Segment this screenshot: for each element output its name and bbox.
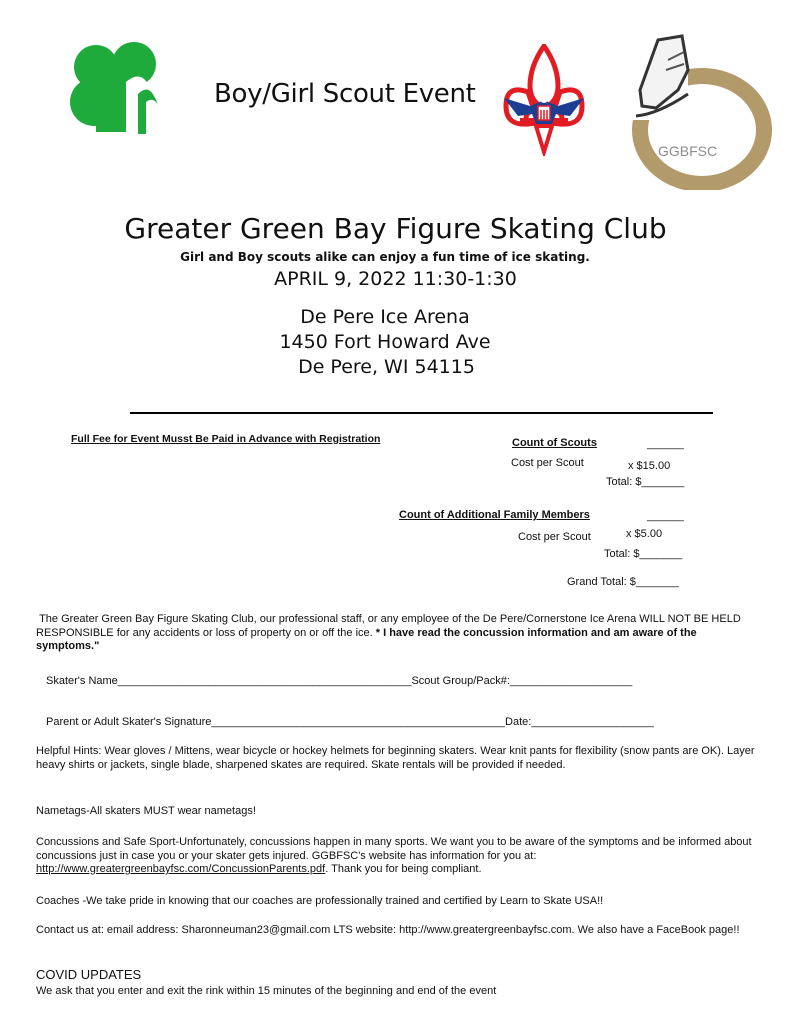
scout-count-label: Count of Scouts bbox=[512, 437, 597, 449]
family-count-label: Count of Additional Family Members bbox=[399, 509, 590, 521]
divider-line bbox=[130, 412, 713, 414]
concussion-link[interactable]: http://www.greatergreenbayfsc.com/ConcussionParents.pdf bbox=[36, 863, 326, 875]
family-count-field[interactable]: ______ bbox=[647, 510, 684, 522]
concussion-text: Concussions and Safe Sport-Unfortunately, concussions happen in many sports. We want you to be aware of the symptoms and be informed about concussions just in case you or your skater gets injured. GGBFSC's website has information for you at: bbox=[36, 836, 752, 862]
date-label: Date: bbox=[505, 716, 532, 728]
venue-city: De Pere, WI 54115 bbox=[298, 356, 475, 378]
concussion-thanks: . Thank you for being compliant. bbox=[325, 863, 482, 875]
contact-info: Contact us at: email address: Sharonneuman23@gmail.com LTS website: http://www.greatergreenbayfsc.com. We also have a FaceBook page!! bbox=[36, 924, 740, 936]
tagline: Girl and Boy scouts alike can enjoy a fun time of ice skating. bbox=[180, 250, 590, 264]
family-cost-label: Cost per Scout bbox=[518, 531, 591, 543]
nametags-note: Nametags-All skaters MUST wear nametags! bbox=[36, 805, 256, 817]
boy-scouts-logo bbox=[500, 44, 588, 156]
ggbfsc-skate-logo bbox=[618, 30, 778, 190]
covid-heading: COVID UPDATES bbox=[36, 967, 142, 982]
parent-signature-label: Parent or Adult Skater's Signature bbox=[46, 716, 212, 728]
grand-total-field[interactable]: Grand Total: $_______ bbox=[567, 576, 679, 588]
family-price: x $5.00 bbox=[626, 528, 663, 540]
parent-signature-row bbox=[46, 716, 654, 728]
scout-cost-label: Cost per Scout bbox=[511, 457, 584, 469]
girl-scouts-logo bbox=[66, 42, 176, 142]
scout-total-field[interactable]: Total: $_______ bbox=[606, 476, 685, 488]
covid-text: We ask that you enter and exit the rink within 15 minutes of the beginning and end of the event bbox=[36, 985, 497, 997]
fee-note: Full Fee for Event Musst Be Paid in Advance with Registration bbox=[71, 433, 381, 445]
date-field[interactable]: ____________________ bbox=[531, 716, 654, 728]
venue-street: 1450 Fort Howard Ave bbox=[279, 331, 491, 353]
scout-price: x $15.00 bbox=[628, 460, 671, 472]
helpful-hints: Helpful Hints: Wear gloves / Mittens, wear bicycle or hockey helmets for beginning skaters. Wear knit pants for flexibility (snow pants are OK). Layer heavy shirts or jackets, single blade, sharpened skates are required. Skate rentals will be provided if needed. bbox=[36, 745, 755, 771]
coaches-note: Coaches -We take pride in knowing that our coaches are professionally trained and certified by Learn to Skate USA!! bbox=[36, 895, 604, 907]
parent-signature-field[interactable]: ________________________________________________ bbox=[211, 716, 506, 728]
skater-name-label: Skater's Name bbox=[46, 675, 118, 687]
scout-group-label: Scout Group/Pack#: bbox=[411, 675, 510, 687]
waiver-paragraph bbox=[36, 613, 756, 654]
skater-name-row bbox=[46, 675, 632, 687]
event-date-time: APRIL 9, 2022 11:30-1:30 bbox=[274, 268, 517, 290]
scout-group-field[interactable]: ____________________ bbox=[509, 675, 633, 687]
venue-name: De Pere Ice Arena bbox=[300, 306, 470, 328]
waiver-text: The Greater Green Bay Figure Skating Club, our professional staff, or any employee of the De Pere/Cornerstone Ice Arena WILL NOT BE HELD RESPONSIBLE for any accidents or loss of property on or off the ice. bbox=[36, 613, 741, 639]
concussion-paragraph bbox=[36, 836, 756, 877]
club-name: Greater Green Bay Figure Skating Club bbox=[124, 212, 667, 245]
scout-count-field[interactable]: ______ bbox=[647, 438, 684, 450]
event-title: Boy/Girl Scout Event bbox=[214, 79, 476, 109]
waiver-acknowledgement: * I have read the concussion information and am aware of the symptoms." bbox=[36, 626, 697, 652]
family-total-field[interactable]: Total: $_______ bbox=[604, 548, 683, 560]
skater-name-field[interactable]: ________________________________________________ bbox=[117, 675, 412, 687]
ggbfsc-logo-text: GGBFSC bbox=[658, 143, 718, 159]
